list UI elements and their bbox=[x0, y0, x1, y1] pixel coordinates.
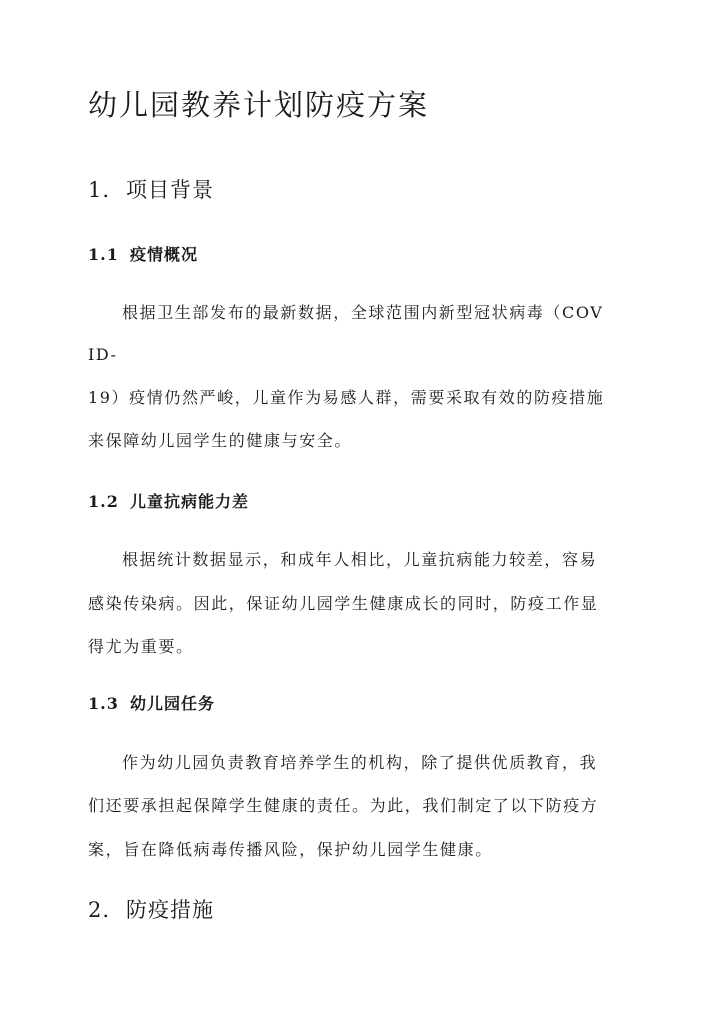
paragraph-line: 感染传染病。因此，保证幼儿园学生健康成长的同时，防疫工作显 bbox=[88, 594, 599, 613]
paragraph-line: 根据卫生部发布的最新数据，全球范围内新型冠状病毒（COV bbox=[122, 303, 604, 322]
paragraph-line: ID- bbox=[88, 345, 118, 364]
section-title: 防疫措施 bbox=[126, 898, 214, 922]
subsection-title: 幼儿园任务 bbox=[130, 694, 216, 713]
paragraph-line: 作为幼儿园负责教育培养学生的机构，除了提供优质教育，我 bbox=[122, 753, 598, 772]
section-number: 1. bbox=[88, 178, 111, 202]
subsection-heading-1-2 bbox=[88, 494, 249, 510]
paragraph-line: 得尤为重要。 bbox=[88, 637, 194, 656]
section-number: 2. bbox=[88, 898, 111, 922]
subsection-heading-1-3 bbox=[88, 696, 215, 712]
subsection-number: 1.3 bbox=[88, 694, 119, 713]
section-heading-2 bbox=[88, 900, 214, 921]
subsection-title: 疫情概况 bbox=[130, 245, 199, 264]
paragraph-line: 们还要承担起保障学生健康的责任。为此，我们制定了以下防疫方 bbox=[88, 796, 599, 815]
section-title: 项目背景 bbox=[126, 178, 214, 202]
paragraph-line: 来保障幼儿园学生的健康与安全。 bbox=[88, 431, 353, 450]
paragraph-line: 19）疫情仍然严峻，儿童作为易感人群，需要采取有效的防疫措施 bbox=[88, 388, 605, 407]
paragraph-line: 案，旨在降低病毒传播风险，保护幼儿园学生健康。 bbox=[88, 840, 493, 859]
section-heading-1 bbox=[88, 180, 214, 201]
subsection-number: 1.1 bbox=[88, 245, 119, 264]
paragraph-line: 根据统计数据显示，和成年人相比，儿童抗病能力较差，容易 bbox=[122, 550, 598, 569]
subsection-heading-1-1 bbox=[88, 247, 198, 263]
subsection-number: 1.2 bbox=[88, 492, 119, 511]
subsection-title: 儿童抗病能力差 bbox=[130, 492, 250, 511]
document-title: 幼儿园教养计划防疫方案 bbox=[88, 88, 430, 122]
